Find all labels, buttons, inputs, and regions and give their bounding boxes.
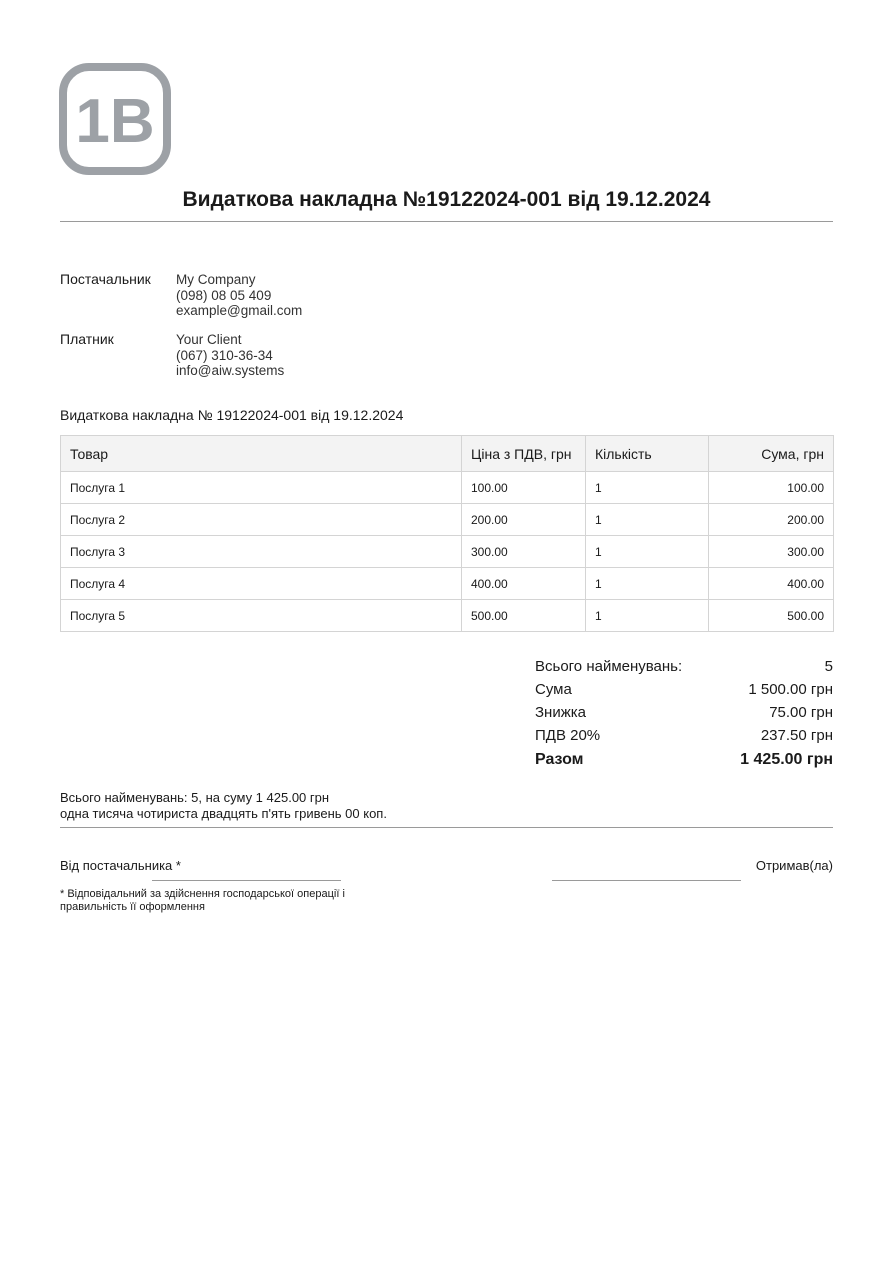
supplier-signature-line [152,880,341,881]
cell-quantity: 1 [586,536,709,568]
supplier-signature-label: Від постачальника * [60,858,181,873]
table-row [61,504,834,536]
cell-sum: 300.00 [709,536,834,568]
totals-discount-value: 75.00 грн [769,704,833,721]
cell-product: Послуга 3 [61,536,462,568]
receiver-signature-line [552,880,741,881]
company-logo [59,63,171,175]
totals-count-row [535,655,833,678]
supplier-email: example@gmail.com [176,303,303,318]
totals-vat-label: ПДВ 20% [535,727,601,744]
totals-sum-value: 1 500.00 грн [748,681,833,698]
supplier-name: My Company [176,272,256,287]
cell-price: 100.00 [462,472,586,504]
supplier-phone: (098) 08 05 409 [176,287,272,303]
totals-grand-label: Разом [535,751,584,768]
table-header-row [61,436,834,472]
cell-product: Послуга 1 [61,472,462,504]
amount-summary [60,790,387,821]
totals-discount-row [535,701,833,724]
cell-sum: 400.00 [709,568,834,600]
header-product: Товар [61,436,462,472]
cell-price: 500.00 [462,600,586,632]
totals-grand-value: 1 425.00 грн [740,751,833,768]
totals-vat-value: 237.50 грн [760,727,833,744]
cell-quantity: 1 [586,472,709,504]
totals-sum-label: Сума [535,681,572,698]
cell-price: 200.00 [462,504,586,536]
table-row [61,568,834,600]
table-row [61,600,834,632]
cell-product: Послуга 4 [61,568,462,600]
invoice-subtitle: Видаткова накладна № 19122024-001 від 19.12.2024 [60,407,404,423]
cell-sum: 200.00 [709,504,834,536]
table-row [61,536,834,568]
header-quantity: Кількість [586,436,709,472]
cell-price: 400.00 [462,568,586,600]
cell-quantity: 1 [586,600,709,632]
totals-sum-row [535,678,833,701]
payer-name: Your Client [176,332,242,347]
totals-discount-label: Знижка [535,704,586,721]
totals-count-value: 5 [824,658,833,675]
payer-email: info@aiw.systems [176,363,285,378]
totals-block [535,655,833,773]
header-sum: Сума, грн [709,436,834,472]
items-table [60,435,834,632]
footnote: * Відповідальний за здійснення господарської операції і правильність її оформлення [60,888,345,913]
payer-label: Платник [60,331,114,347]
cell-sum: 500.00 [709,600,834,632]
payer-phone: (067) 310-36-34 [176,347,273,363]
totals-grand-row [535,747,833,773]
totals-count-label: Всього найменувань: [535,658,683,675]
summary-line-words: одна тисяча чотириста двадцять п'ять гривень 00 коп. [60,805,387,821]
cell-product: Послуга 2 [61,504,462,536]
cell-sum: 100.00 [709,472,834,504]
totals-vat-row [535,724,833,747]
supplier-label: Постачальник [60,271,151,287]
title-divider [60,221,833,222]
summary-divider [60,827,833,828]
table-row [61,472,834,504]
logo-text: 1B [75,87,155,156]
header-price: Ціна з ПДВ, грн [462,436,586,472]
cell-quantity: 1 [586,504,709,536]
document-title: Видаткова накладна №19122024-001 від 19.12.2024 [182,188,711,211]
cell-price: 300.00 [462,536,586,568]
receiver-signature-label: Отримав(ла) [755,858,833,873]
cell-product: Послуга 5 [61,600,462,632]
summary-line-total: Всього найменувань: 5, на суму 1 425.00 грн [60,790,330,805]
cell-quantity: 1 [586,568,709,600]
